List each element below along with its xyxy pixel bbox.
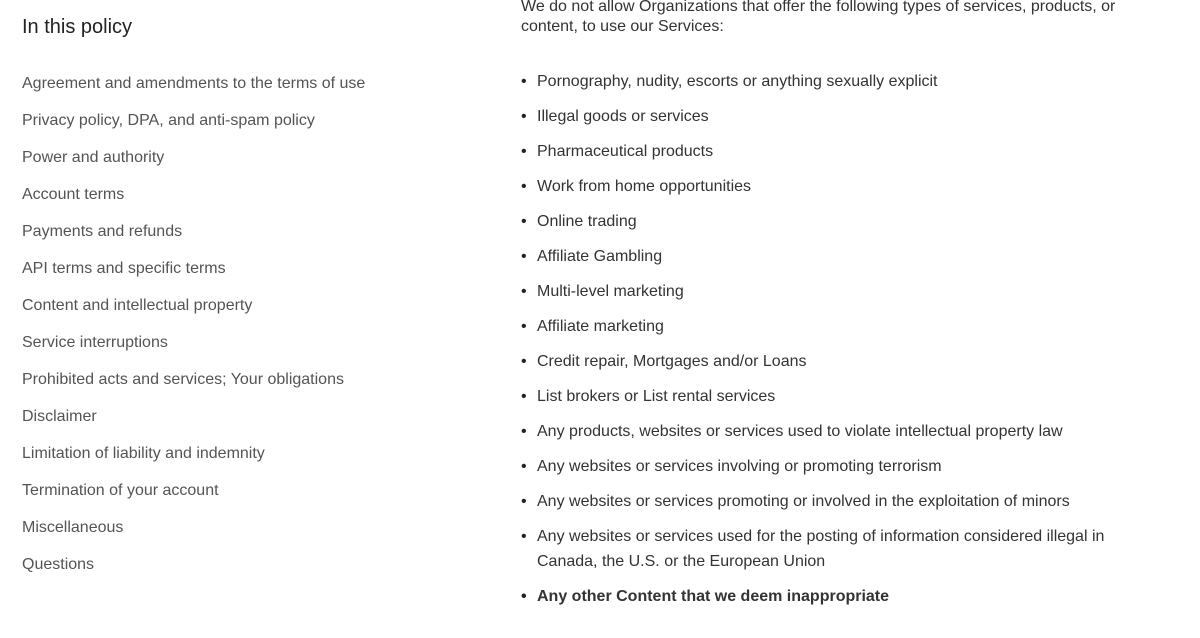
bullet-icon: •	[521, 423, 527, 440]
bullet-icon: •	[521, 143, 527, 160]
list-item-text: Credit repair, Mortgages and/or Loans	[537, 353, 807, 370]
list-item	[521, 244, 1137, 269]
list-item	[521, 209, 1137, 234]
list-item-text: Any websites or services used for the posting of information considered illegal in Canada, the U.S. or the European Union	[537, 528, 1105, 570]
toc-link-account-terms[interactable]: Account terms	[22, 186, 125, 203]
bullet-icon: •	[521, 73, 527, 90]
toc-link-api-terms[interactable]: API terms and specific terms	[22, 260, 226, 277]
toc-link-questions[interactable]: Questions	[22, 556, 95, 573]
list-item	[521, 139, 1137, 164]
list-item	[521, 454, 1137, 479]
list-item	[521, 489, 1137, 514]
toc-link-prohibited-acts[interactable]: Prohibited acts and services; Your obligations	[22, 371, 344, 388]
list-item-text: Any other Content that we deem inappropriate	[537, 588, 890, 605]
list-item	[521, 349, 1137, 374]
toc-link-termination[interactable]: Termination of your account	[22, 482, 219, 499]
toc-link-service-interruptions[interactable]: Service interruptions	[22, 334, 168, 351]
list-item-text: Affiliate marketing	[537, 318, 664, 335]
bullet-icon: •	[521, 353, 527, 370]
toc-link-content-ip[interactable]: Content and intellectual property	[22, 297, 253, 314]
bullet-icon: •	[521, 178, 527, 195]
toc-link-disclaimer[interactable]: Disclaimer	[22, 408, 97, 425]
list-item	[521, 314, 1137, 339]
bullet-icon: •	[521, 528, 527, 545]
bullet-icon: •	[521, 588, 527, 605]
toc-link-privacy[interactable]: Privacy policy, DPA, and anti-spam policy	[22, 112, 315, 129]
list-item-emphasized	[521, 584, 1137, 609]
list-item	[521, 69, 1137, 94]
list-item-text: Pornography, nudity, escorts or anything sexually explicit	[537, 73, 938, 90]
bullet-icon: •	[521, 213, 527, 230]
list-item	[521, 419, 1137, 444]
list-item-text: Any websites or services promoting or involved in the exploitation of minors	[537, 493, 1070, 510]
list-item-text: Online trading	[537, 213, 637, 230]
list-item-text: Affiliate Gambling	[537, 248, 663, 265]
toc-title: In this policy	[22, 16, 133, 38]
policy-content	[521, 0, 1161, 619]
toc-link-miscellaneous[interactable]: Miscellaneous	[22, 519, 124, 536]
bullet-icon: •	[521, 318, 527, 335]
toc-list	[22, 74, 462, 592]
bullet-icon: •	[521, 108, 527, 125]
list-item	[521, 384, 1137, 409]
intro-paragraph: We do not allow Organizations that offer the following types of services, products, or content, to use our Services:	[521, 0, 1116, 35]
bullet-icon: •	[521, 458, 527, 475]
list-item	[521, 524, 1137, 574]
list-item	[521, 104, 1137, 129]
toc-link-payments[interactable]: Payments and refunds	[22, 223, 183, 240]
list-item-text: List brokers or List rental services	[537, 388, 776, 405]
toc-link-agreement[interactable]: Agreement and amendments to the terms of use	[22, 75, 366, 92]
table-of-contents	[22, 14, 462, 592]
list-item-text: Work from home opportunities	[537, 178, 752, 195]
bullet-icon: •	[521, 388, 527, 405]
list-item-text: Pharmaceutical products	[537, 143, 714, 160]
bullet-icon: •	[521, 283, 527, 300]
list-item-text: Any websites or services involving or promoting terrorism	[537, 458, 942, 475]
bullet-icon: •	[521, 248, 527, 265]
list-item-text: Multi-level marketing	[537, 283, 684, 300]
list-item	[521, 279, 1137, 304]
toc-link-power-authority[interactable]: Power and authority	[22, 149, 165, 166]
prohibited-list	[521, 69, 1161, 609]
list-item-text: Any products, websites or services used to violate intellectual property law	[537, 423, 1063, 440]
list-item	[521, 174, 1137, 199]
list-item-text: Illegal goods or services	[537, 108, 709, 125]
toc-link-liability[interactable]: Limitation of liability and indemnity	[22, 445, 265, 462]
bullet-icon: •	[521, 493, 527, 510]
